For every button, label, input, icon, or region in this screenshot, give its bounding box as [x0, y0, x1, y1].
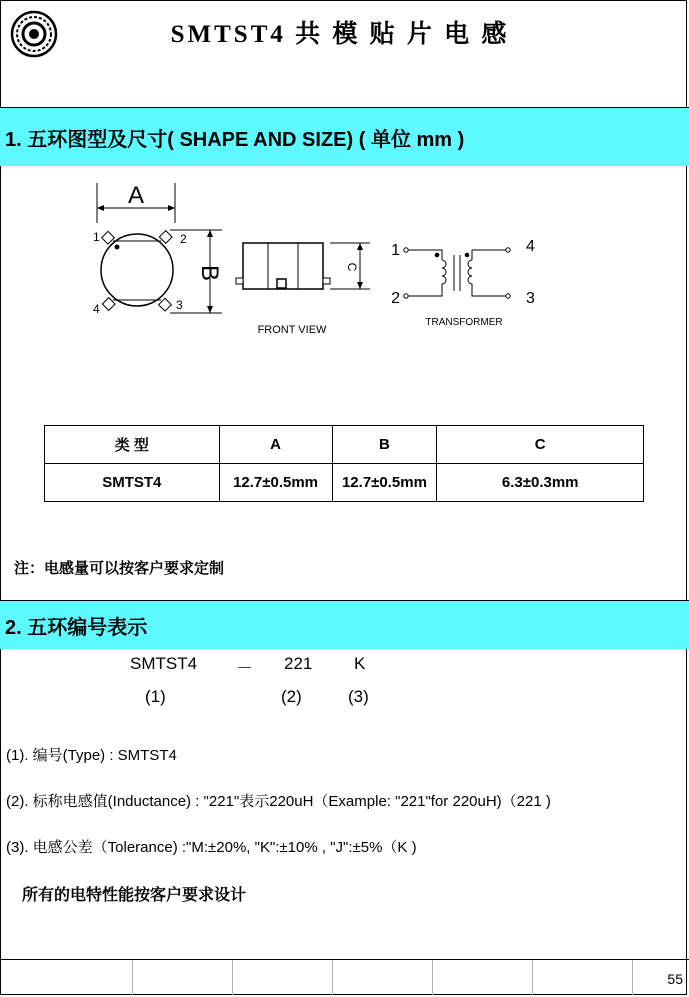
table-cell: SMTST4	[45, 464, 220, 502]
table-cell: 12.7±0.5mm	[219, 464, 332, 502]
design-note: 所有的电特性能按客户要求设计	[22, 887, 247, 904]
footer-cell	[332, 960, 333, 995]
code-separator: －	[236, 659, 253, 678]
code-part-tolerance: K	[354, 654, 366, 673]
transformer-schematic	[404, 248, 510, 298]
dim-b-label: B	[196, 264, 223, 282]
footer-cell	[132, 960, 133, 995]
top-view	[93, 182, 223, 316]
code-part-inductance: 221	[284, 654, 313, 673]
shape-size-drawing	[80, 175, 550, 345]
code-index-2: (2)	[281, 687, 302, 706]
code-index-1: (1)	[145, 687, 166, 706]
table-header-cell: A	[219, 426, 332, 464]
dim-a-label: A	[127, 182, 145, 209]
section-1-heading-text: 1. 五环图型及尺寸( SHAPE AND SIZE) ( 单位 mm )	[5, 128, 465, 151]
footer-cell	[532, 960, 533, 995]
customization-note: 注：电感量可以按客户要求定制	[14, 560, 225, 577]
svg-text:2: 2	[391, 290, 400, 307]
svg-text:3: 3	[176, 298, 183, 312]
footer-cell	[632, 960, 633, 995]
dimension-table	[44, 425, 644, 502]
svg-text:2: 2	[180, 232, 187, 246]
table-header-row	[45, 426, 644, 464]
explain-inductance: (2). 标称电感值(Inductance) : "221"表示220uH（Example: "221"for 220uH)（221 )	[6, 793, 551, 810]
svg-text:4: 4	[526, 238, 535, 255]
svg-text:1: 1	[391, 242, 400, 259]
dim-c-label: C	[345, 262, 359, 272]
front-view	[236, 243, 370, 336]
footer-cell	[432, 960, 433, 995]
front-view-caption: FRONT VIEW	[257, 324, 327, 336]
transformer-caption: TRANSFORMER	[425, 317, 503, 328]
footer-divider	[0, 959, 689, 960]
table-header-cell: C	[437, 426, 644, 464]
svg-text:4: 4	[93, 302, 100, 316]
section-2-heading-text: 2. 五环编号表示	[5, 616, 148, 639]
svg-text:1: 1	[93, 230, 100, 244]
svg-text:3: 3	[526, 290, 535, 307]
explain-type: (1). 编号(Type) : SMTST4	[6, 747, 177, 764]
table-cell: 6.3±0.3mm	[437, 464, 644, 502]
table-header-cell: 类 型	[45, 426, 220, 464]
page-number: 55	[667, 971, 683, 987]
code-part-type: SMTST4	[130, 654, 198, 673]
table-header-cell: B	[332, 426, 437, 464]
section-1-heading	[0, 108, 689, 166]
company-logo	[10, 10, 58, 58]
table-cell: 12.7±0.5mm	[332, 464, 437, 502]
section-2-heading	[0, 601, 689, 649]
page-title: SMTST4 共 模 贴 片 电 感	[170, 21, 510, 48]
footer-cell	[232, 960, 233, 995]
explain-tolerance: (3). 电感公差（Tolerance) :"M:±20%, "K":±10% , "J":±5%（K )	[6, 839, 417, 856]
code-index-3: (3)	[348, 687, 369, 706]
table-row	[45, 464, 644, 502]
